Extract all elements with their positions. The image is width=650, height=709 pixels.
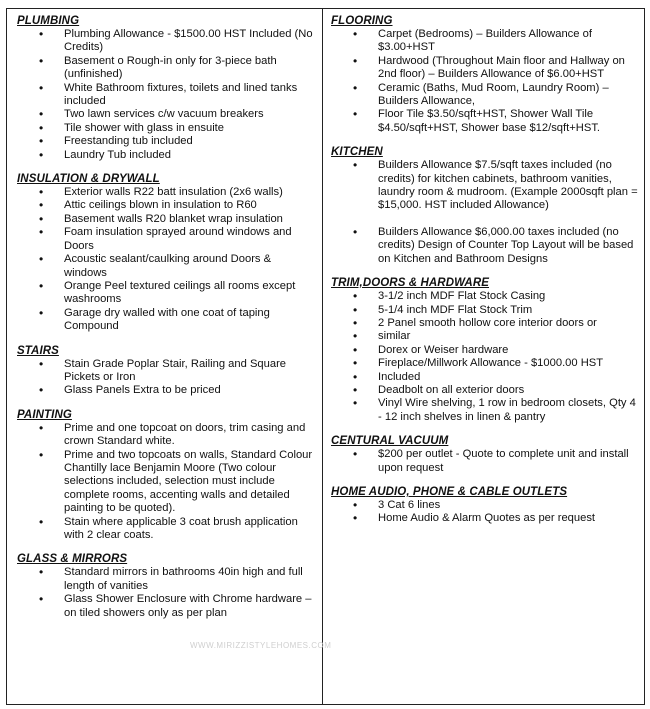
list-item: • Stain Grade Poplar Stair, Railing and Square Pickets or Iron [39,358,316,385]
list-item: • Glass Panels Extra to be priced [39,384,316,397]
spec-sheet [6,8,645,705]
list-item: • Plumbing Allowance - $1500.00 HST Included (No Credits) [39,28,316,55]
list-item: • Vinyl Wire shelving, 1 row in bedroom closets, Qty 4 - 12 inch shelves in linen & pantry [353,397,638,424]
list-item: • Carpet (Bedrooms) – Builders Allowance of $3.00+HST [353,28,638,55]
trim-heading: TRIM,DOORS & HARDWARE [331,277,489,290]
list-item: • 5-1/4 inch MDF Flat Stock Trim [353,304,638,317]
list-item: • Acoustic sealant/caulking around Doors & windows [39,253,316,280]
list-item: • Prime and two topcoats on walls, Standard Colour Chantilly lace Benjamin Moore (Two colour selections included, selection must include complete rooms, accenting walls and detailed painting to be quoted). [39,449,316,516]
glass-section [17,552,316,620]
kitchen-list [331,159,638,266]
list-item: • Exterior walls R22 batt insulation (2x6 walls) [39,186,316,199]
painting-list [17,422,316,543]
list-item: • 3 Cat 6 lines [353,499,638,512]
list-item: • Ceramic (Baths, Mud Room, Laundry Room) – Builders Allowance, [353,82,638,109]
audio-heading: HOME AUDIO, PHONE & CABLE OUTLETS [331,485,568,498]
list-item: • Stain where applicable 3 coat brush application with 2 clear coats. [39,516,316,543]
list-item: • Included [353,371,638,384]
list-item: • Laundry Tub included [39,149,316,162]
vacuum-heading: CENTURAL VACUUM [331,435,449,448]
list-item: • 2 Panel smooth hollow core interior doors or [353,317,638,330]
vacuum-list [331,448,638,475]
list-item: • Freestanding tub included [39,135,316,148]
right-column [323,9,644,704]
list-item: • Prime and one topcoat on doors, trim casing and crown Standard white. [39,422,316,449]
flooring-section [331,14,638,135]
audio-list [331,499,638,526]
list-item: • Builders Allowance $6,000.00 taxes included (no credits) Design of Counter Top Layout will be based on Kitchen and Bathroom Designs [353,226,638,266]
insulation-list [17,186,316,333]
list-item: • Hardwood (Throughout Main floor and Hallway on 2nd floor) – Builders Allowance of $6.00+HST [353,55,638,82]
insulation-heading: INSULATION & DRYWALL [17,173,160,186]
list-item: • Dorex or Weiser hardware [353,344,638,357]
audio-section [331,485,638,526]
stairs-heading: STAIRS [17,344,59,357]
painting-heading: PAINTING [17,408,72,421]
list-item: • Basement o Rough-in only for 3-piece bath (unfinished) [39,55,316,82]
list-item: • Deadbolt on all exterior doors [353,384,638,397]
trim-section [331,276,638,424]
flooring-list [331,28,638,135]
vacuum-section [331,434,638,475]
list-item: • Home Audio & Alarm Quotes as per request [353,512,638,525]
list-item: • 3-1/2 inch MDF Flat Stock Casing [353,290,638,303]
flooring-heading: FLOORING [331,15,393,27]
list-item: • similar [353,330,638,343]
trim-list [331,290,638,424]
list-item: • Two lawn services c/w vacuum breakers [39,108,316,121]
glass-list [17,566,316,620]
glass-heading: GLASS & MIRRORS [17,553,128,566]
list-item: • Basement walls R20 blanket wrap insulation [39,213,316,226]
stairs-section [17,344,316,398]
list-item: • Tile shower with glass in ensuite [39,122,316,135]
list-item: • Garage dry walled with one coat of taping Compound [39,307,316,334]
insulation-section [17,172,316,333]
list-item: • Standard mirrors in bathrooms 40in high and full length of vanities [39,566,316,593]
list-item: • White Bathroom fixtures, toilets and lined tanks included [39,82,316,109]
list-item: • Builders Allowance $7.5/sqft taxes included (no credits) for kitchen cabinets, bathroom vanities, laundry room & mudroom. (Example 2000sqft plan = $15,000. HST included Allowance) [353,159,638,213]
watermark-text: WWW.MIRIZZISTYLEHOMES.COM [190,641,332,650]
list-item: • Floor Tile $3.50/sqft+HST, Shower Wall Tile $4.50/sqft+HST, Shower base $12/sqft+HST. [353,108,638,135]
list-item: • Fireplace/Millwork Allowance - $1000.00 HST [353,357,638,370]
list-item: • Attic ceilings blown in insulation to R60 [39,199,316,212]
list-item: • Glass Shower Enclosure with Chrome hardware – on tiled showers only as per plan [39,593,316,620]
painting-section [17,408,316,543]
plumbing-heading: PLUMBING [17,15,80,27]
list-item: • Orange Peel textured ceilings all rooms except washrooms [39,280,316,307]
plumbing-list [17,28,316,162]
stairs-list [17,358,316,398]
kitchen-heading: KITCHEN [331,146,383,159]
left-column [7,9,323,704]
plumbing-section [17,14,316,162]
list-item: • $200 per outlet - Quote to complete unit and install upon request [353,448,638,475]
list-item: • Foam insulation sprayed around windows and Doors [39,226,316,253]
kitchen-section [331,145,638,266]
